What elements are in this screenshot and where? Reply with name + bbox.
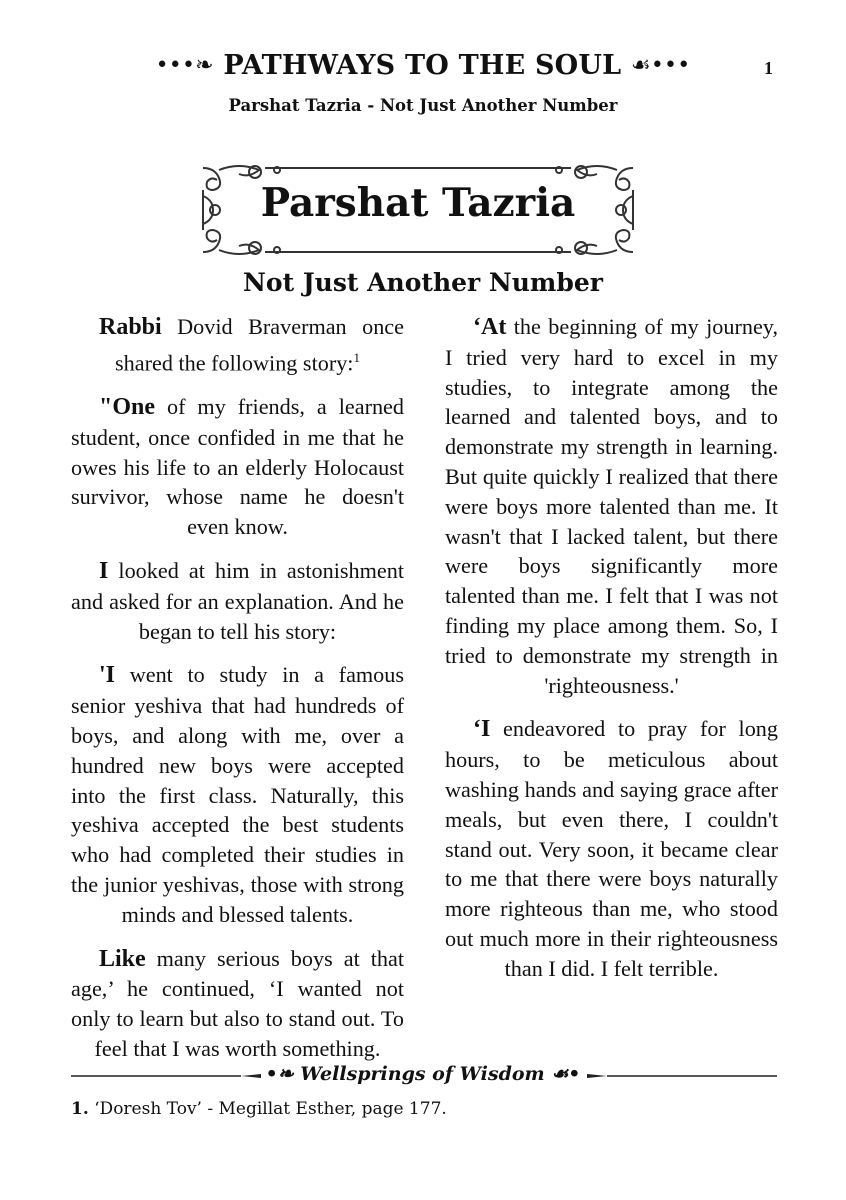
left-column — [71, 312, 404, 1078]
publication-title: PATHWAYS TO THE SOUL — [223, 50, 622, 81]
paragraph-text: looked at him in astonishment and asked for an explanation. And he began to tell his story: — [71, 557, 404, 644]
paragraph — [445, 312, 778, 700]
paragraph-text: endeavored to pray for long hours, to be meticulous about washing hands and saying grace after meals, but even there, I couldn't stand out. Very soon, it became clear to me that there were boys naturally more righteous than me, who stood out much more in their righteousness than I did. I felt terrible. — [445, 716, 778, 981]
page-number: 1 — [764, 58, 773, 78]
paragraph-text: Dovid Braverman once shared the following story: — [115, 314, 404, 376]
footnote-number: 1. — [71, 1099, 89, 1119]
lead-word: Like — [99, 945, 146, 972]
footnote-text: ‘Doresh Tov’ - Megillat Esther, page 177. — [88, 1099, 447, 1119]
footer-tagline: Wellsprings of Wisdom — [300, 1063, 545, 1085]
paragraph — [71, 944, 404, 1064]
right-flourish-icon: ☙••• — [630, 53, 691, 78]
lead-word: "One — [99, 393, 155, 420]
lead-word: I — [99, 557, 109, 584]
paragraph-text: many serious boys at that age,’ he continued, ‘I wanted not only to learn but also to stand out. To feel that I was worth something. — [71, 945, 404, 1061]
paragraph — [445, 714, 778, 983]
left-flourish-icon: •••❧ — [155, 53, 214, 78]
lead-word: ‘At — [473, 314, 507, 340]
paragraph — [71, 392, 404, 542]
right-flourish-icon: ☙• — [544, 1063, 581, 1085]
left-flourish-icon: •❧ — [265, 1063, 301, 1085]
lead-word: 'I — [99, 662, 116, 689]
footnote-ref: 1 — [353, 349, 360, 365]
lead-word: Rabbi — [99, 314, 162, 340]
right-column — [445, 312, 778, 998]
running-header — [0, 50, 846, 81]
paragraph-text: went to study in a famous senior yeshiva that had hundreds of boys, and along with me, over a hundred new boys were accepted into the first class. Naturally, this yeshiva accepted the best students who had completed their studies in the junior yeshivas, those with strong minds and blessed talents. — [71, 662, 404, 927]
paragraph-text: of my friends, a learned student, once confided in me that he owes his life to an elderly Holocaust survivor, whose name he doesn't even know. — [71, 393, 404, 540]
paragraph-text: the beginning of my journey, I tried very hard to excel in my studies, to integrate among the learned and talented boys, and to demonstrate my strength in learning. But quite quickly I realized that there were boys more talented than me. It wasn't that I lacked talent, but there were boys significantly more talented than me. I felt that I was not finding my place among them. So, I tried to demonstrate my strength in 'righteousness.' — [445, 314, 778, 698]
article-title: Not Just Another Number — [243, 268, 603, 297]
paragraph — [71, 312, 404, 378]
footnote — [71, 1099, 447, 1119]
running-subtitle: Parshat Tazria - Not Just Another Number — [228, 96, 618, 115]
paragraph — [71, 660, 404, 929]
lead-word: ‘I — [473, 716, 491, 743]
paragraph — [71, 556, 404, 646]
banner-title: Parshat Tazria — [260, 180, 576, 226]
footer-divider-label — [0, 1063, 846, 1085]
